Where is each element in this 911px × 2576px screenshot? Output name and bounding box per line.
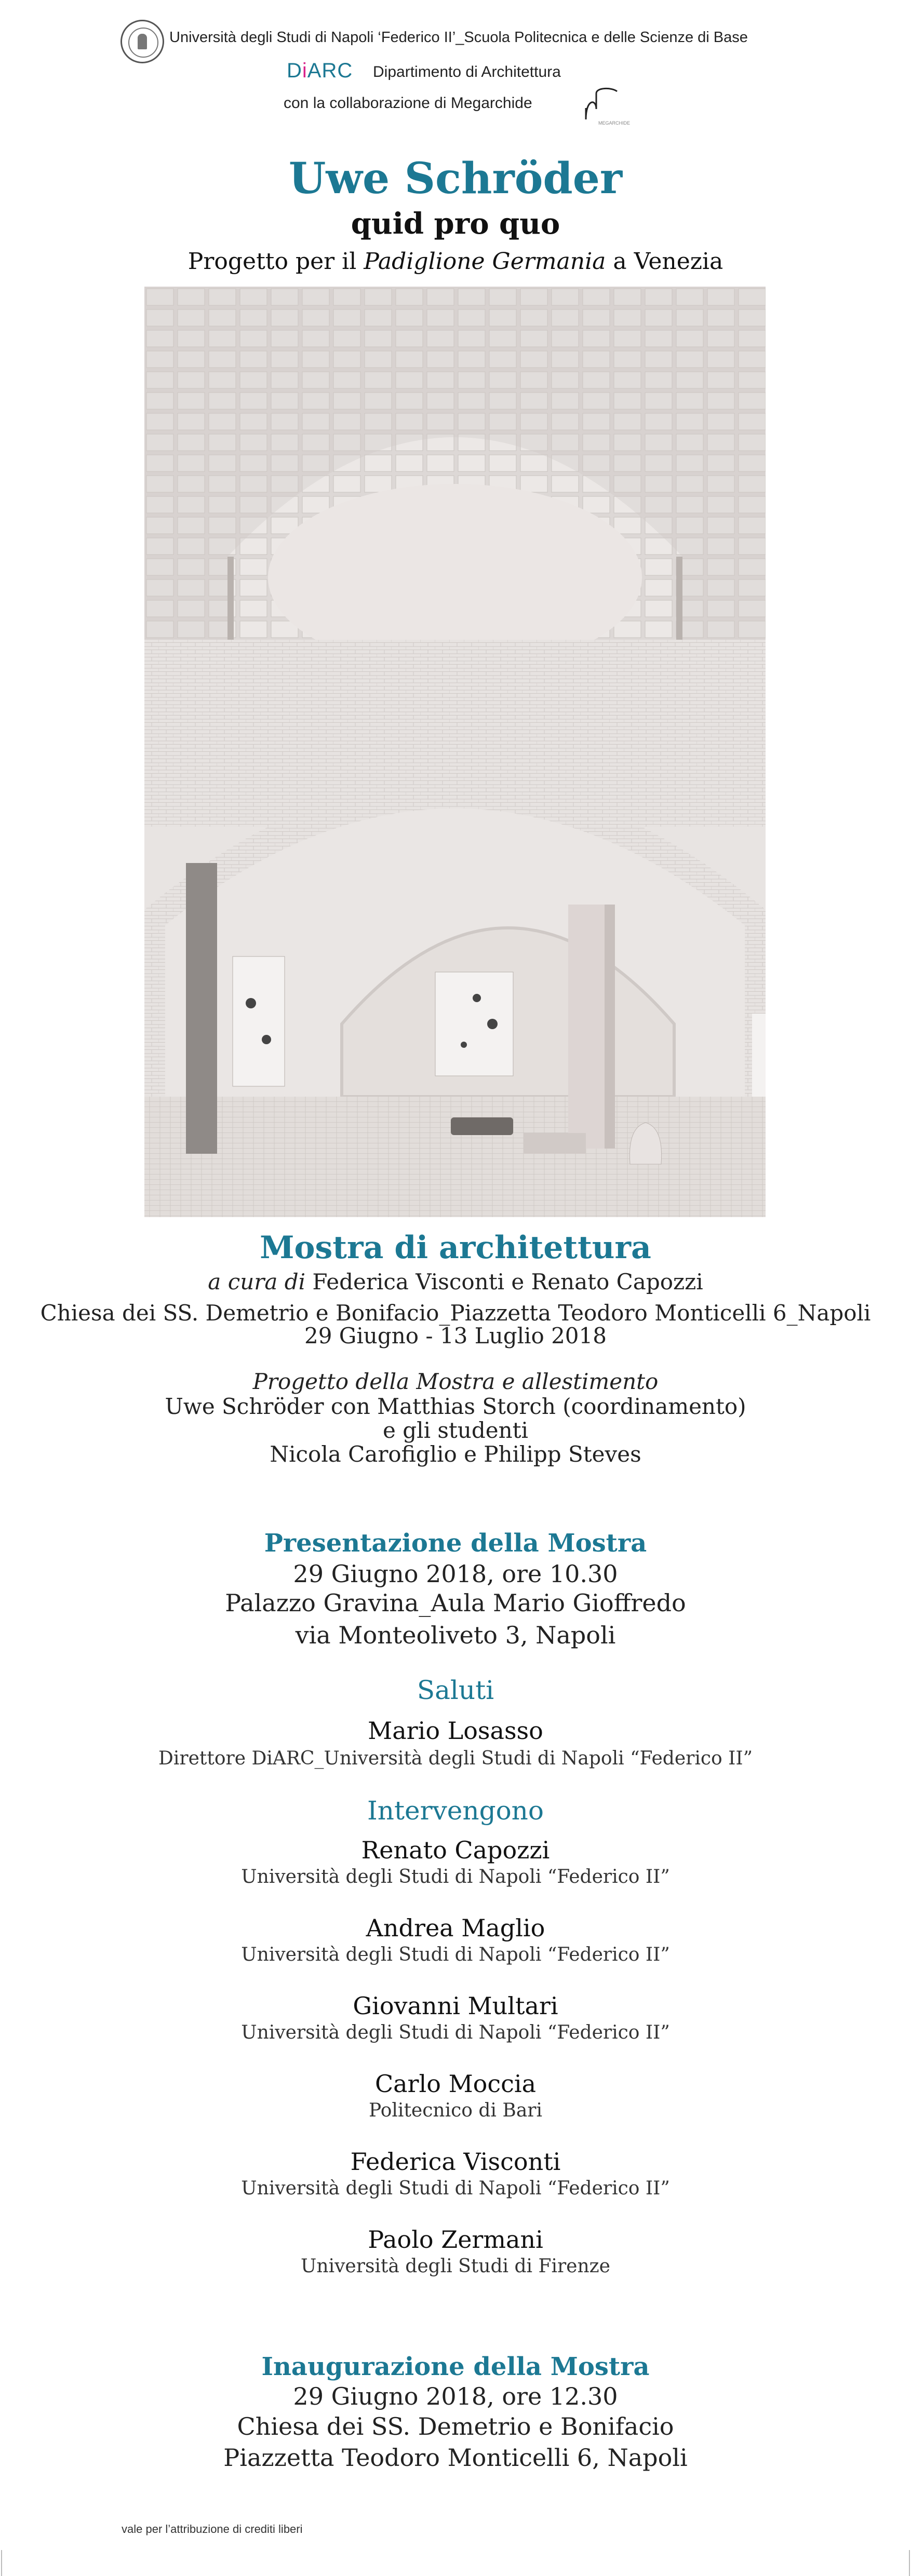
department-name: Dipartimento di Architettura	[373, 63, 561, 80]
students-names: Nicola Carofiglio e Philipp Steves	[270, 1441, 641, 1467]
speaker-name: Andrea Maglio	[366, 1914, 545, 1942]
collaboration-line: con la collaborazione di Megarchide	[284, 95, 532, 112]
presentazione-heading: Presentazione della Mostra	[264, 1529, 647, 1558]
saluti-role: Direttore DiARC_Università degli Studi di Napoli “Federico II”	[158, 1748, 753, 1769]
mostra-heading: Mostra di architettura	[260, 1230, 651, 1266]
speaker-affiliation: Università degli Studi di Napoli “Federico II”	[241, 2178, 670, 2199]
project-line: Progetto per il Padiglione Germania a Venezia	[187, 248, 724, 275]
crop-mark	[909, 2550, 910, 2576]
speaker-affiliation: Università degli Studi di Napoli “Federico II”	[241, 2022, 670, 2043]
dates-line: 29 Giugno - 13 Luglio 2018	[304, 1323, 607, 1348]
curators-line: a cura di Federica Visconti e Renato Capozzi	[208, 1269, 703, 1294]
inaugurazione-heading: Inaugurazione della Mostra	[261, 2352, 650, 2381]
university-name: Università degli Studi di Napoli ‘Federico II’_Scuola Politecnica e delle Scienze di Base	[169, 29, 748, 46]
megarchide-logo-icon	[581, 83, 622, 125]
presentazione-datetime: 29 Giugno 2018, ore 10.30	[293, 1560, 618, 1588]
speaker-name: Renato Capozzi	[361, 1836, 550, 1864]
project-label: Progetto della Mostra e allestimento	[252, 1369, 659, 1394]
intervengono-heading: Intervengono	[367, 1796, 544, 1826]
speaker-affiliation: Politecnico di Bari	[368, 2100, 543, 2121]
speaker-affiliation: Università degli Studi di Napoli “Federico II”	[241, 1866, 670, 1887]
inaugurazione-place: Chiesa dei SS. Demetrio e Bonifacio	[237, 2412, 674, 2440]
diarc-logo: DiARC	[287, 59, 353, 82]
megarchide-label: MEGARCHIDE	[598, 120, 631, 126]
saluti-heading: Saluti	[417, 1675, 494, 1705]
project-team-line: Uwe Schröder con Matthias Storch (coordinamento)	[165, 1394, 746, 1419]
university-seal-icon	[120, 20, 164, 63]
students-label: e gli studenti	[383, 1418, 528, 1443]
inaugurazione-datetime: 29 Giugno 2018, ore 12.30	[293, 2382, 618, 2410]
speaker-affiliation: Università degli Studi di Firenze	[301, 2256, 610, 2277]
architectural-render	[144, 287, 766, 1217]
speaker-name: Paolo Zermani	[368, 2226, 543, 2254]
author-title: Uwe Schröder	[288, 154, 623, 204]
credits-note: vale per l’attribuzione di crediti liberi	[122, 2523, 303, 2535]
exhibition-subtitle: quid pro quo	[351, 207, 560, 241]
speaker-name: Federica Visconti	[350, 2148, 561, 2176]
speaker-name: Giovanni Multari	[353, 1992, 558, 2020]
inaugurazione-address: Piazzetta Teodoro Monticelli 6, Napoli	[223, 2444, 688, 2472]
saluti-name: Mario Losasso	[368, 1717, 543, 1745]
presentazione-place: Palazzo Gravina_Aula Mario Gioffredo	[225, 1589, 686, 1617]
venue-line: Chiesa dei SS. Demetrio e Bonifacio_Piazzetta Teodoro Monticelli 6_Napoli	[40, 1300, 871, 1326]
speaker-name: Carlo Moccia	[374, 2070, 537, 2098]
speaker-affiliation: Università degli Studi di Napoli “Federico II”	[241, 1944, 670, 1965]
presentazione-address: via Monteoliveto 3, Napoli	[295, 1621, 616, 1649]
crop-mark	[1, 2550, 2, 2576]
